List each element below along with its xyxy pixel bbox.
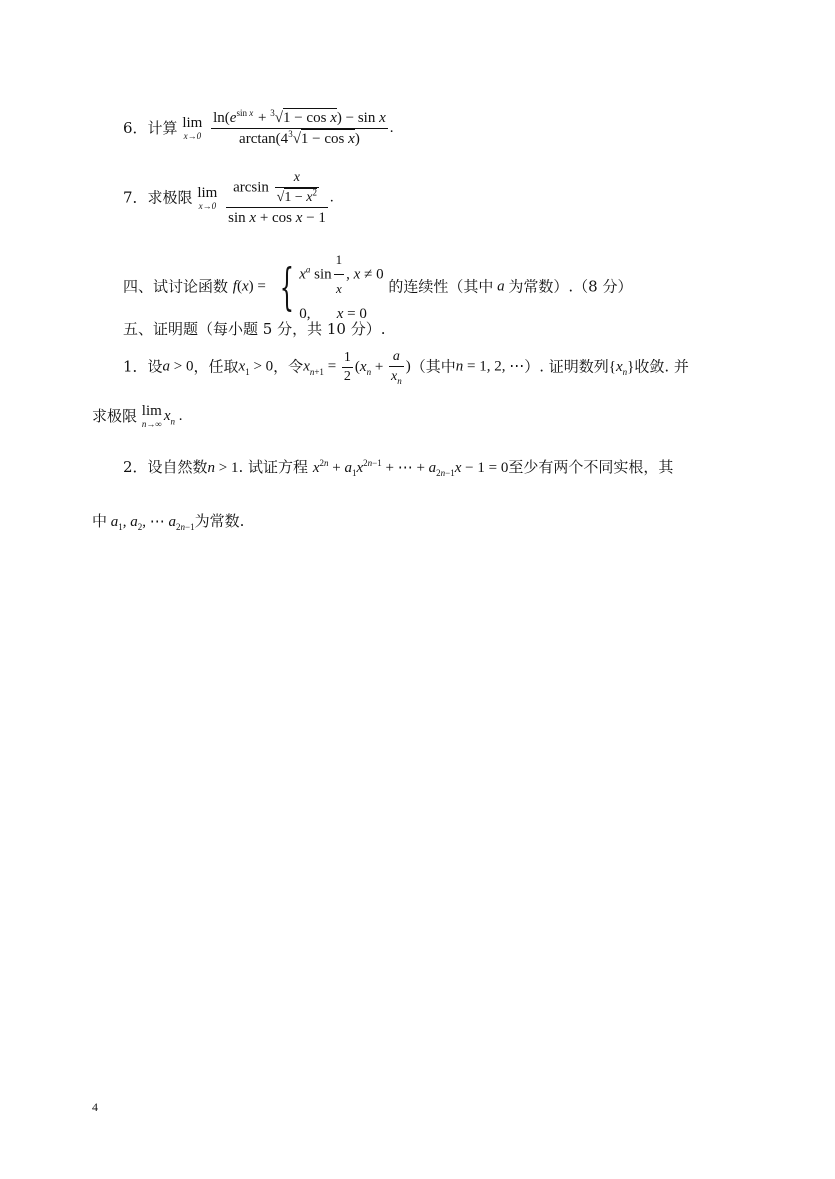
section-4: 四、试讨论函数 f(x) = { $x^a$ sin $\frac{1}{x}$ , x ≠ 0 0, x = 0 的连续性（其中 a 为常数）.（8 分）: [123, 248, 632, 326]
q7-fraction: arcsin $\frac{x}{√1 - x^2}$ sin x + cos x − 1: [228, 170, 326, 226]
sec4-label: 四、试讨论函数: [123, 277, 229, 296]
proof-2-line-2: 中 $a_1$, $a_2$, ⋯ $a_{2n-1}$为常数.: [92, 512, 245, 532]
p1-c: ，令: [273, 357, 304, 376]
question-7: 7．求极限 lim x→0 arcsin $\frac{x}{√1 - x^2}$ sin x + cos x − 1 .: [123, 170, 334, 226]
q6-label: 6．计算: [123, 119, 178, 137]
proof-1: 1．设a > 0，任取$x_1 > 0$，令$x_{n+1}$ = $\frac{1}{2}$ ($x_n$ + $\frac{a}{x_n}$ )（其中n = 1, 2, ⋯）. 证明数列$\{x_n\}$收敛. 并: [123, 349, 689, 386]
lim-operator: lim n→∞: [141, 403, 162, 429]
p1-e: ）. 证明数列: [524, 357, 609, 376]
p1-f: 收敛. 并: [634, 357, 689, 376]
q7-label: 7．求极限: [123, 188, 193, 207]
lim-operator: lim x→0: [197, 184, 218, 211]
p2-line2b: 为常数.: [194, 512, 245, 530]
sec4-tail2: 为常数）.（8 分）: [508, 277, 633, 296]
p2-c: 至少有两个不同实根，其: [508, 458, 674, 476]
p2-a: 2．设自然数: [123, 458, 208, 476]
proof-2: 2．设自然数n > 1. 试证方程 $x^{2n} + a_1x^{2n-1}$ + ⋯ + $a_{2n-1}x - 1 = 0$至少有两个不同实根，其: [123, 458, 674, 478]
p1-a: 1．设: [123, 357, 163, 376]
q6-fraction: $\frac{\ln(e^{sin x} + ^3√1 - \cos x) - \sin x}{\arctan(4^3√1 - \cos x)}$: [213, 108, 386, 147]
lim-operator: lim x→0: [182, 115, 203, 141]
sec4-tail: 的连续性（其中: [388, 277, 494, 296]
section-5-title: 五、证明题（每小题 5 分，共 10 分）.: [123, 320, 386, 338]
piecewise-cases: $x^a$ sin $\frac{1}{x}$ , x ≠ 0 0, x = 0: [299, 248, 383, 326]
p1-b: ，任取: [193, 357, 239, 376]
proof-1-line-2: 求极限 lim n→∞ $x_n$ .: [92, 403, 183, 429]
p2-line2a: 中: [92, 512, 108, 530]
page-number: 4: [92, 1100, 98, 1114]
p2-b: . 试证方程: [238, 458, 309, 476]
question-6: 6．计算 lim x→0 $\frac{\ln(e^{sin x} + ^3√1 - \cos x) - \sin x}{\arctan(4^3√1 - \cos x)}$ .: [123, 108, 394, 147]
brace-icon: {: [279, 258, 294, 316]
p1-d: （其中: [410, 357, 456, 376]
p1-line2: 求极限: [92, 407, 138, 425]
